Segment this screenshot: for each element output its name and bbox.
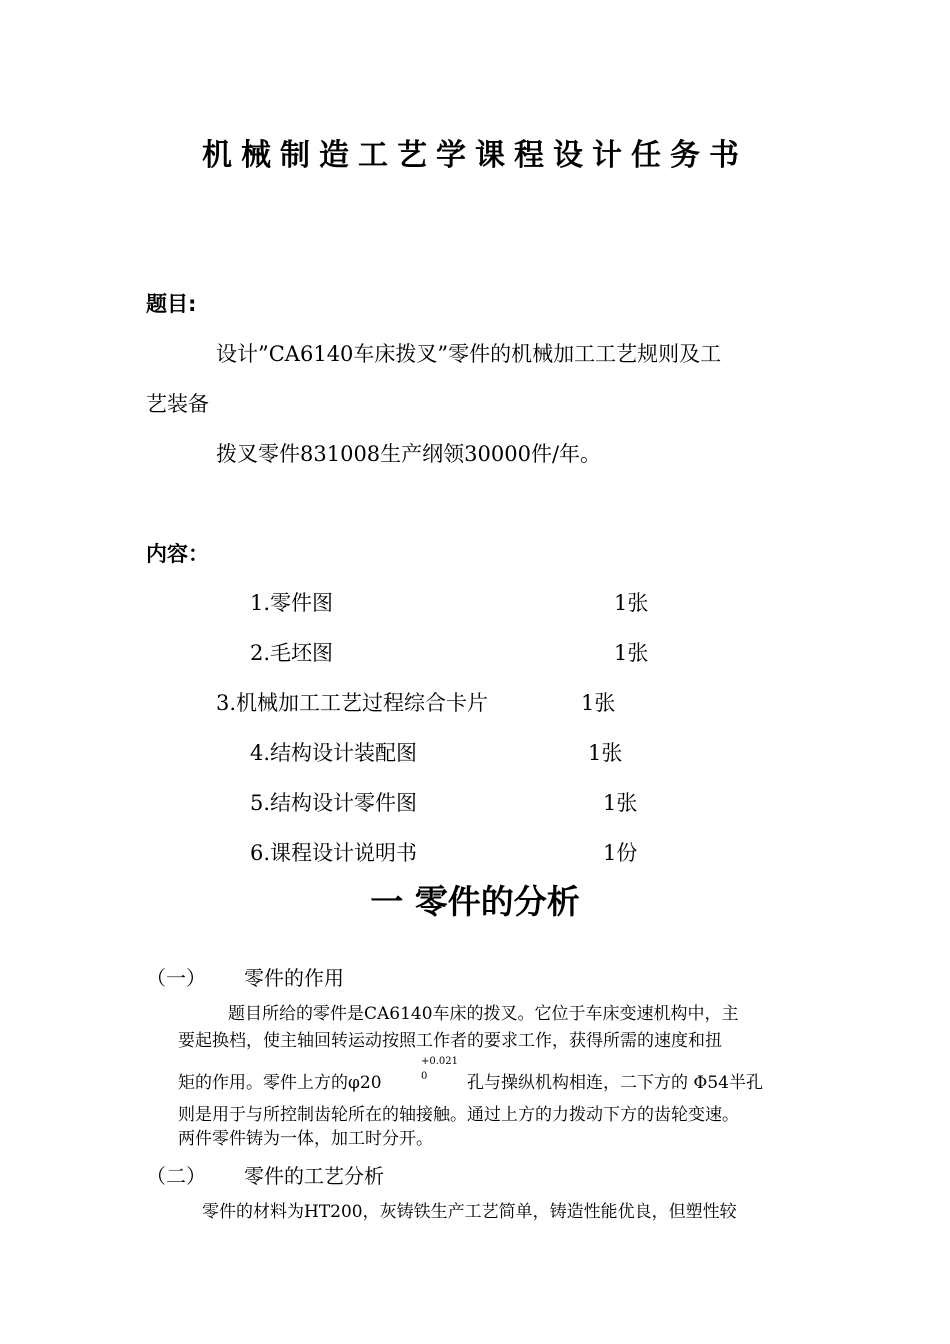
section-1-number: （一） <box>146 966 206 990</box>
section-2-number: （二） <box>146 1164 206 1188</box>
document-title: 机械制造工艺学课程设计任务书 <box>202 138 748 173</box>
section-1-para-line-2: 要起换档，使主轴回转运动按照工作者的要求工作，获得所需的速度和扭 <box>178 1031 722 1051</box>
content-item-1: 1.零件图 <box>250 591 334 615</box>
content-item-6: 6.课程设计说明书 <box>250 841 418 865</box>
section-1-para-line-3b: 孔与操纵机构相连，二下方的 Φ54半孔 <box>467 1073 763 1093</box>
content-item-4-qty: 1张 <box>588 741 623 765</box>
content-item-5-qty: 1张 <box>603 791 638 815</box>
section-1-para-line-1: 题目所给的零件是CA6140车床的拨叉。它位于车床变速机构中，主 <box>228 1004 739 1024</box>
content-item-6-qty: 1份 <box>603 841 638 865</box>
topic-line-3: 拨叉零件831008生产纲领30000件/年。 <box>216 442 602 466</box>
topic-line-2: 艺装备 <box>146 392 209 416</box>
section-1-para-line-3a: 矩的作用。零件上方的φ20 <box>178 1073 382 1093</box>
content-label: 内容： <box>146 542 209 566</box>
section-1-para-line-5: 两件零件铸为一体，加工时分开。 <box>178 1129 433 1149</box>
topic-line-1: 设计”CA6140车床拨叉”零件的机械加工工艺规则及工 <box>216 342 722 366</box>
content-item-2: 2.毛坯图 <box>250 641 334 665</box>
content-item-3: 3.机械加工工艺过程综合卡片 <box>216 691 489 715</box>
tolerance-upper: +0.021 <box>421 1056 459 1067</box>
chapter-title: 一 零件的分析 <box>370 882 580 921</box>
section-1-para-line-4: 则是用于与所控制齿轮所在的轴接触。通过上方的力拨动下方的齿轮变速。 <box>178 1105 739 1125</box>
section-2-para-line-1: 零件的材料为HT200，灰铸铁生产工艺简单，铸造性能优良，但塑性较 <box>202 1202 737 1222</box>
topic-label: 题目: <box>146 292 197 316</box>
content-item-5: 5.结构设计零件图 <box>250 791 418 815</box>
content-item-2-qty: 1张 <box>614 641 649 665</box>
section-1-title: 零件的作用 <box>244 966 344 990</box>
content-item-4: 4.结构设计装配图 <box>250 741 418 765</box>
section-2-title: 零件的工艺分析 <box>244 1164 384 1188</box>
content-item-1-qty: 1张 <box>614 591 649 615</box>
content-item-3-qty: 1张 <box>581 691 616 715</box>
tolerance-lower: 0 <box>421 1071 428 1082</box>
